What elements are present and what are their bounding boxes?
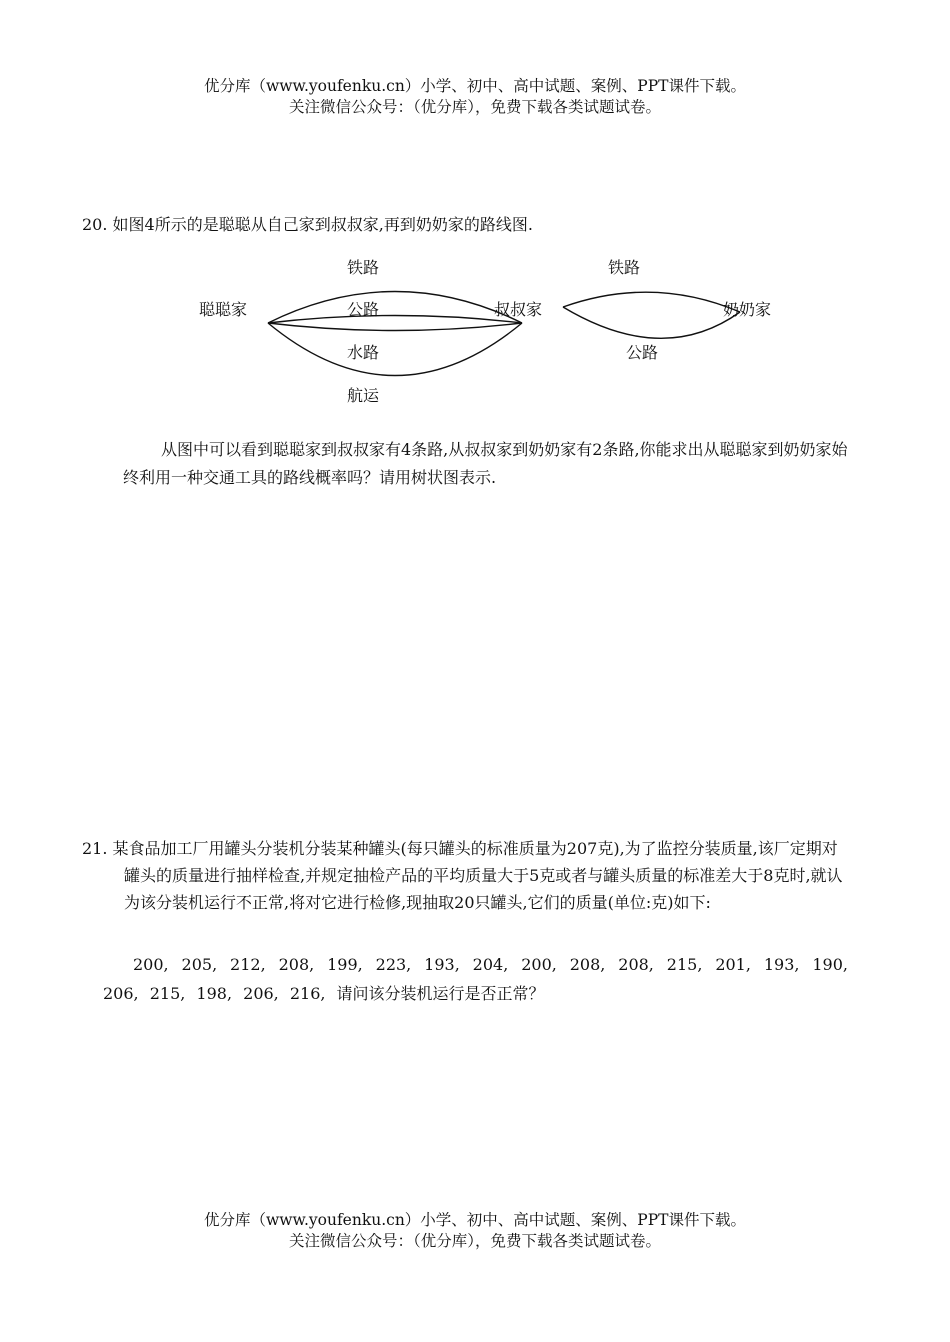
route-curve-highway-1 xyxy=(268,316,522,324)
node-uncle: 叔叔家 xyxy=(494,300,543,319)
question-21-data: 200, 205, 212, 208, 199, 223, 193, 204, 200, 208, 208, 215, 201, 193, 190, 206, 215, 198, 206, 216, 请问该分装机运行是否正常？ xyxy=(103,955,848,1003)
route-curve-highway-2 xyxy=(563,307,740,338)
footer-line-2: 关注微信公众号：（优分库），免费下载各类试题试卷。 xyxy=(288,1232,661,1250)
question-20-number: 20. xyxy=(82,215,108,234)
node-home: 聪聪家 xyxy=(199,300,248,319)
route-curve-railway-2 xyxy=(563,292,740,312)
route-curve-waterway-1 xyxy=(268,323,522,331)
header-line-1: 优分库（www.youfenku.cn）小学、初中、高中试题、案例、PPT课件下载。 xyxy=(203,77,747,95)
route-curves xyxy=(185,250,795,420)
label-waterway-1: 水路 xyxy=(347,343,380,362)
question-21-text: 某食品加工厂用罐头分装机分装某种罐头(每只罐头的标准质量为207克),为了监控分装质量,该厂定期对罐头的质量进行抽样检查,并规定抽检产品的平均质量大于5克或者与罐头质量的标准差大于8克时,就认为该分装机运行不正常,将对它进行检修,现抽取20只罐头,它们的质量(单位:克)如下: xyxy=(112,839,843,912)
page-header xyxy=(0,76,950,118)
question-20-stem xyxy=(82,211,848,238)
route-diagram xyxy=(185,250,795,420)
header-line-2: 关注微信公众号：（优分库），免费下载各类试题试卷。 xyxy=(288,98,661,116)
route-curve-railway-1 xyxy=(268,292,522,324)
question-21-stem xyxy=(82,835,848,916)
footer-line-1: 优分库（www.youfenku.cn）小学、初中、高中试题、案例、PPT课件下载。 xyxy=(203,1211,747,1229)
question-20-body: 从图中可以看到聪聪家到叔叔家有4条路,从叔叔家到奶奶家有2条路,你能求出从聪聪家到奶奶家始终利用一种交通工具的路线概率吗？请用树状图表示. xyxy=(123,440,848,487)
label-shipping-1: 航运 xyxy=(347,386,380,405)
label-highway-2: 公路 xyxy=(626,343,659,362)
question-20-text: 如图4所示的是聪聪从自己家到叔叔家,再到奶奶家的路线图. xyxy=(112,215,533,234)
question-21-number: 21. xyxy=(82,839,108,858)
question-20 xyxy=(82,211,848,238)
question-21 xyxy=(82,835,848,916)
label-highway-1: 公路 xyxy=(347,300,380,319)
label-railway-2: 铁路 xyxy=(608,258,641,277)
label-railway-1: 铁路 xyxy=(347,258,380,277)
page-footer xyxy=(0,1210,950,1252)
node-grandma: 奶奶家 xyxy=(723,300,772,319)
